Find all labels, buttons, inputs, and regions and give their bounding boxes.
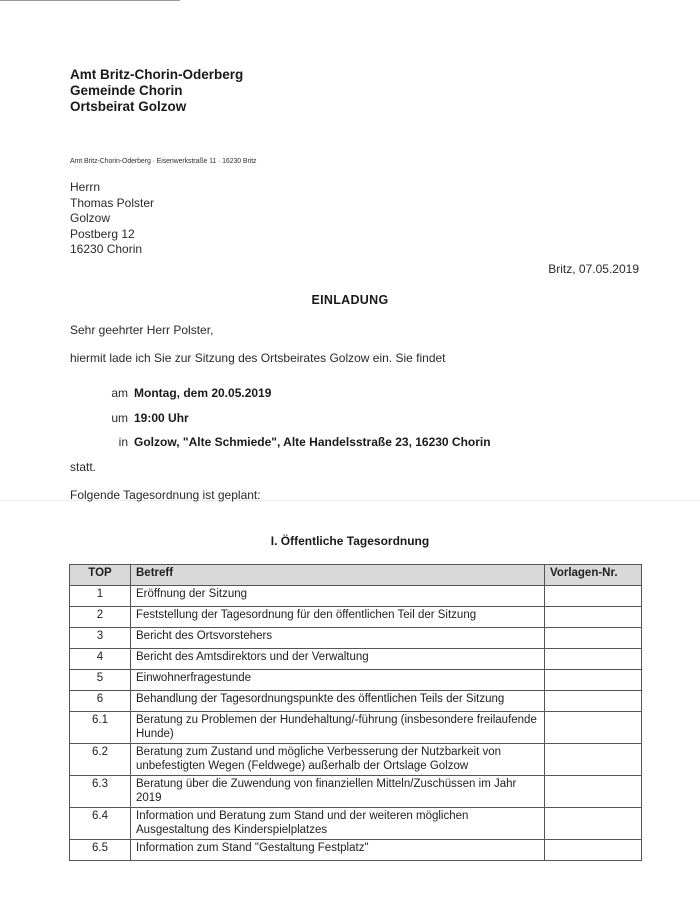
row-betreff: Information zum Stand "Gestaltung Festplatz": [131, 840, 545, 861]
row-vorlage: [545, 607, 642, 628]
table-row: [70, 840, 642, 861]
row-top: 6.4: [70, 808, 131, 840]
meeting-date-label: am: [111, 386, 128, 400]
table-row: [70, 649, 642, 670]
row-vorlage: [545, 628, 642, 649]
row-vorlage: [545, 712, 642, 744]
table-row: [70, 808, 642, 840]
intro-text: hiermit lade ich Sie zur Sitzung des Ortsbeirates Golzow ein. Sie findet: [70, 351, 446, 365]
row-vorlage: [545, 649, 642, 670]
row-top: 6: [70, 691, 131, 712]
row-vorlage: [545, 776, 642, 808]
row-betreff: Eröffnung der Sitzung: [131, 586, 545, 607]
meeting-date-value: Montag, dem 20.05.2019: [134, 386, 272, 400]
row-top: 5: [70, 670, 131, 691]
scan-edge-line: [0, 0, 180, 1]
row-top: 6.1: [70, 712, 131, 744]
header-vorlage: Vorlagen-Nr.: [545, 565, 642, 586]
agenda-table: [69, 564, 642, 861]
recipient-address: [70, 180, 154, 258]
row-vorlage: [545, 670, 642, 691]
row-vorlage: [545, 586, 642, 607]
meeting-place-value: Golzow, "Alte Schmiede", Alte Handelsstraße 23, 16230 Chorin: [134, 435, 491, 449]
table-row: [70, 712, 642, 744]
row-betreff: Bericht des Ortsvorstehers: [131, 628, 545, 649]
row-top: 6.5: [70, 840, 131, 861]
row-betreff: Information und Beratung zum Stand und der weiteren möglichen Ausgestaltung des Kinderspielplatzes: [131, 808, 545, 840]
row-top: 6.3: [70, 776, 131, 808]
table-row: [70, 776, 642, 808]
agenda-header-row: [70, 565, 642, 586]
row-betreff: Beratung zu Problemen der Hundehaltung/-führung (insbesondere freilaufende Hunde): [131, 712, 545, 744]
row-betreff: Feststellung der Tagesordnung für den öffentlichen Teil der Sitzung: [131, 607, 545, 628]
row-vorlage: [545, 744, 642, 776]
recipient-street: Postberg 12: [70, 226, 135, 241]
header-top: TOP: [70, 565, 131, 586]
letterhead-municipality: Gemeinde Chorin: [70, 83, 183, 98]
letterhead-authority: Amt Britz-Chorin-Oderberg: [70, 67, 244, 82]
meeting-place: [100, 435, 491, 449]
row-top: 6.2: [70, 744, 131, 776]
table-row: [70, 744, 642, 776]
recipient-place: Golzow: [70, 211, 111, 225]
meeting-time: [100, 411, 189, 425]
table-row: [70, 586, 642, 607]
salutation: Sehr geehrter Herr Polster,: [70, 323, 214, 337]
table-row: [70, 670, 642, 691]
header-betreff: Betreff: [131, 565, 545, 586]
agenda-intro: Folgende Tagesordnung ist geplant:: [70, 488, 261, 502]
table-row: [70, 691, 642, 712]
table-row: [70, 607, 642, 628]
sender-return-line: Amt Britz-Chorin-Oderberg · Eisenwerkstraße 11 · 16230 Britz: [70, 158, 257, 165]
recipient-city: 16230 Chorin: [70, 242, 143, 256]
meeting-date: [100, 386, 271, 400]
letter-title: EINLADUNG: [311, 293, 389, 307]
statt-text: statt.: [70, 460, 97, 474]
row-top: 1: [70, 586, 131, 607]
row-top: 4: [70, 649, 131, 670]
meeting-time-label: um: [111, 411, 128, 425]
row-betreff: Beratung über die Zuwendung von finanziellen Mitteln/Zuschüssen im Jahr 2019: [131, 776, 545, 808]
meeting-time-value: 19:00 Uhr: [134, 411, 189, 425]
row-top: 3: [70, 628, 131, 649]
row-top: 2: [70, 607, 131, 628]
row-vorlage: [545, 808, 642, 840]
table-row: [70, 628, 642, 649]
section-title: I. Öffentliche Tagesordnung: [270, 534, 430, 548]
row-betreff: Behandlung der Tagesordnungspunkte des öffentlichen Teils der Sitzung: [131, 691, 545, 712]
row-betreff: Bericht des Amtsdirektors und der Verwaltung: [131, 649, 545, 670]
recipient-name: Thomas Polster: [70, 195, 155, 210]
row-betreff: Beratung zum Zustand und mögliche Verbesserung der Nutzbarkeit von unbefestigten Wegen (Feldwege) außerhalb der Ortslage Golzow: [131, 744, 545, 776]
row-betreff: Einwohnerfragestunde: [131, 670, 545, 691]
row-vorlage: [545, 691, 642, 712]
row-vorlage: [545, 840, 642, 861]
letterhead: [70, 67, 243, 115]
letterhead-council: Ortsbeirat Golzow: [70, 99, 187, 114]
meeting-place-label: in: [118, 435, 128, 449]
letter-date: Britz, 07.05.2019: [548, 262, 639, 276]
recipient-salutation: Herrn: [70, 180, 101, 194]
